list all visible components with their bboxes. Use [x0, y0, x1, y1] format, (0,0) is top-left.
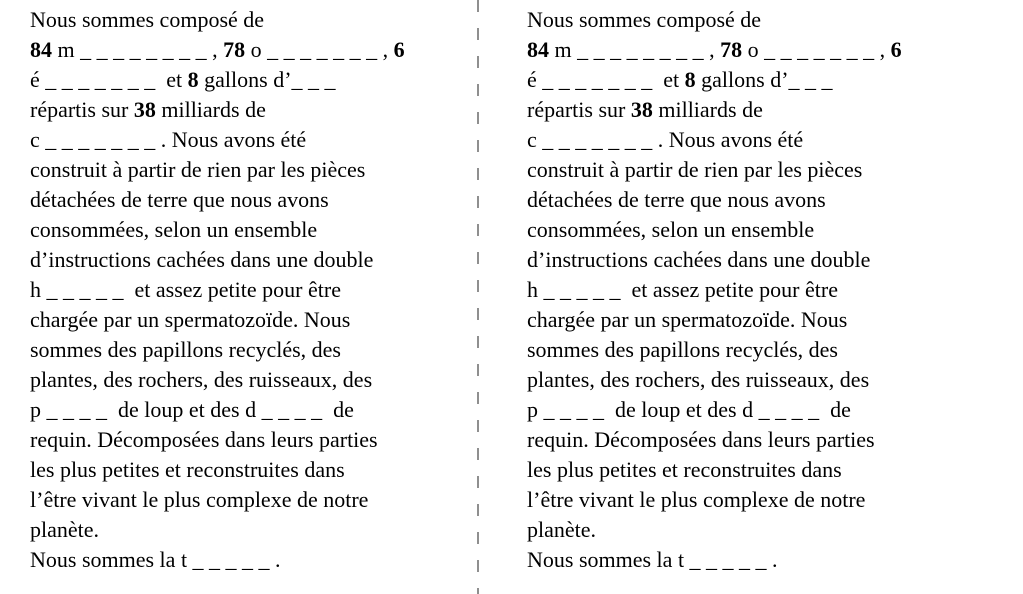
fill-in-blank-text: gallons d’_ _ _: [695, 67, 833, 92]
text-line: [527, 515, 902, 545]
text-line: [30, 35, 405, 65]
text-segment: Nous sommes composé de: [527, 7, 762, 32]
text-segment: requin. Décomposées dans leurs parties: [30, 427, 378, 452]
text-line: [527, 245, 902, 275]
text-line: [30, 275, 405, 305]
text-line: [30, 155, 405, 185]
fill-in-blank-text: p _ _ _ _ de loup et des d _ _ _ _ de: [30, 397, 354, 422]
text-segment: répartis sur: [527, 97, 631, 122]
text-segment: détachées de terre que nous avons: [527, 187, 826, 212]
fill-in-blank-text: Nous sommes la t _ _ _ _ _ .: [527, 547, 778, 572]
text-line: [30, 425, 405, 455]
text-line: [30, 455, 405, 485]
fill-in-blank-text: h _ _ _ _ _ et assez petite pour être: [30, 277, 341, 302]
fill-in-blank-text: p _ _ _ _ de loup et des d _ _ _ _ de: [527, 397, 851, 422]
text-line: [527, 425, 902, 455]
text-line: [30, 305, 405, 335]
fill-in-blank-text: é _ _ _ _ _ _ _ et: [30, 67, 188, 92]
text-segment: Nous sommes composé de: [30, 7, 265, 32]
text-line: [30, 245, 405, 275]
text-segment: 84: [527, 37, 549, 62]
text-line: [527, 335, 902, 365]
text-line: [527, 545, 902, 575]
text-line: [527, 275, 902, 305]
text-segment: plantes, des rochers, des ruisseaux, des: [30, 367, 373, 392]
text-segment: 6: [393, 37, 405, 62]
text-segment: l’être vivant le plus complexe de notre: [30, 487, 369, 512]
text-line: [527, 305, 902, 335]
text-line: [527, 185, 902, 215]
text-segment: 78: [223, 37, 246, 62]
text-segment: les plus petites et reconstruites dans: [527, 457, 842, 482]
text-segment: milliards de: [155, 97, 266, 122]
fill-in-blank-text: m _ _ _ _ _ _ _ _ ,: [52, 37, 224, 62]
text-line: [30, 95, 405, 125]
text-segment: 84: [30, 37, 52, 62]
text-line: [30, 485, 405, 515]
text-line: [30, 5, 405, 35]
column-divider: [477, 0, 479, 594]
text-line: [527, 215, 902, 245]
text-segment: construit à partir de rien par les pièces: [527, 157, 863, 182]
text-line: [527, 35, 902, 65]
text-line: [30, 215, 405, 245]
text-segment: consommées, selon un ensemble: [527, 217, 815, 242]
text-segment: planète.: [527, 517, 597, 542]
text-segment: 78: [720, 37, 743, 62]
fill-in-blank-text: o _ _ _ _ _ _ _ ,: [742, 37, 891, 62]
text-line: [527, 5, 902, 35]
text-segment: chargée par un spermatozoïde. Nous: [527, 307, 848, 332]
text-segment: sommes des papillons recyclés, des: [527, 337, 838, 362]
fill-in-blank-text: o _ _ _ _ _ _ _ ,: [245, 37, 394, 62]
text-segment: milliards de: [652, 97, 763, 122]
text-line: [527, 365, 902, 395]
text-line: [30, 365, 405, 395]
text-line: [30, 545, 405, 575]
text-segment: répartis sur: [30, 97, 134, 122]
fill-in-blank-text: c _ _ _ _ _ _ _ . Nous avons été: [527, 127, 804, 152]
text-line: [527, 155, 902, 185]
text-segment: les plus petites et reconstruites dans: [30, 457, 345, 482]
text-segment: construit à partir de rien par les pièces: [30, 157, 366, 182]
text-column-right: [527, 5, 902, 575]
text-segment: consommées, selon un ensemble: [30, 217, 318, 242]
text-segment: 8: [684, 67, 696, 92]
fill-in-blank-text: gallons d’_ _ _: [198, 67, 336, 92]
text-line: [30, 125, 405, 155]
text-segment: d’instructions cachées dans une double: [527, 247, 871, 272]
fill-in-blank-text: m _ _ _ _ _ _ _ _ ,: [549, 37, 721, 62]
text-segment: détachées de terre que nous avons: [30, 187, 329, 212]
text-segment: 6: [890, 37, 902, 62]
text-line: [527, 65, 902, 95]
fill-in-blank-text: é _ _ _ _ _ _ _ et: [527, 67, 685, 92]
text-line: [30, 515, 405, 545]
text-line: [527, 485, 902, 515]
text-segment: requin. Décomposées dans leurs parties: [527, 427, 875, 452]
text-segment: sommes des papillons recyclés, des: [30, 337, 341, 362]
text-column-left: [30, 5, 405, 575]
text-line: [30, 395, 405, 425]
text-segment: d’instructions cachées dans une double: [30, 247, 374, 272]
text-segment: planète.: [30, 517, 100, 542]
text-line: [527, 395, 902, 425]
text-line: [30, 65, 405, 95]
fill-in-blank-text: Nous sommes la t _ _ _ _ _ .: [30, 547, 281, 572]
text-line: [527, 455, 902, 485]
text-line: [527, 125, 902, 155]
text-segment: 38: [630, 97, 653, 122]
text-segment: plantes, des rochers, des ruisseaux, des: [527, 367, 870, 392]
text-segment: l’être vivant le plus complexe de notre: [527, 487, 866, 512]
text-segment: 38: [133, 97, 156, 122]
fill-in-blank-text: c _ _ _ _ _ _ _ . Nous avons été: [30, 127, 307, 152]
text-segment: chargée par un spermatozoïde. Nous: [30, 307, 351, 332]
text-line: [30, 335, 405, 365]
text-line: [527, 95, 902, 125]
text-segment: 8: [187, 67, 199, 92]
text-line: [30, 185, 405, 215]
fill-in-blank-text: h _ _ _ _ _ et assez petite pour être: [527, 277, 838, 302]
